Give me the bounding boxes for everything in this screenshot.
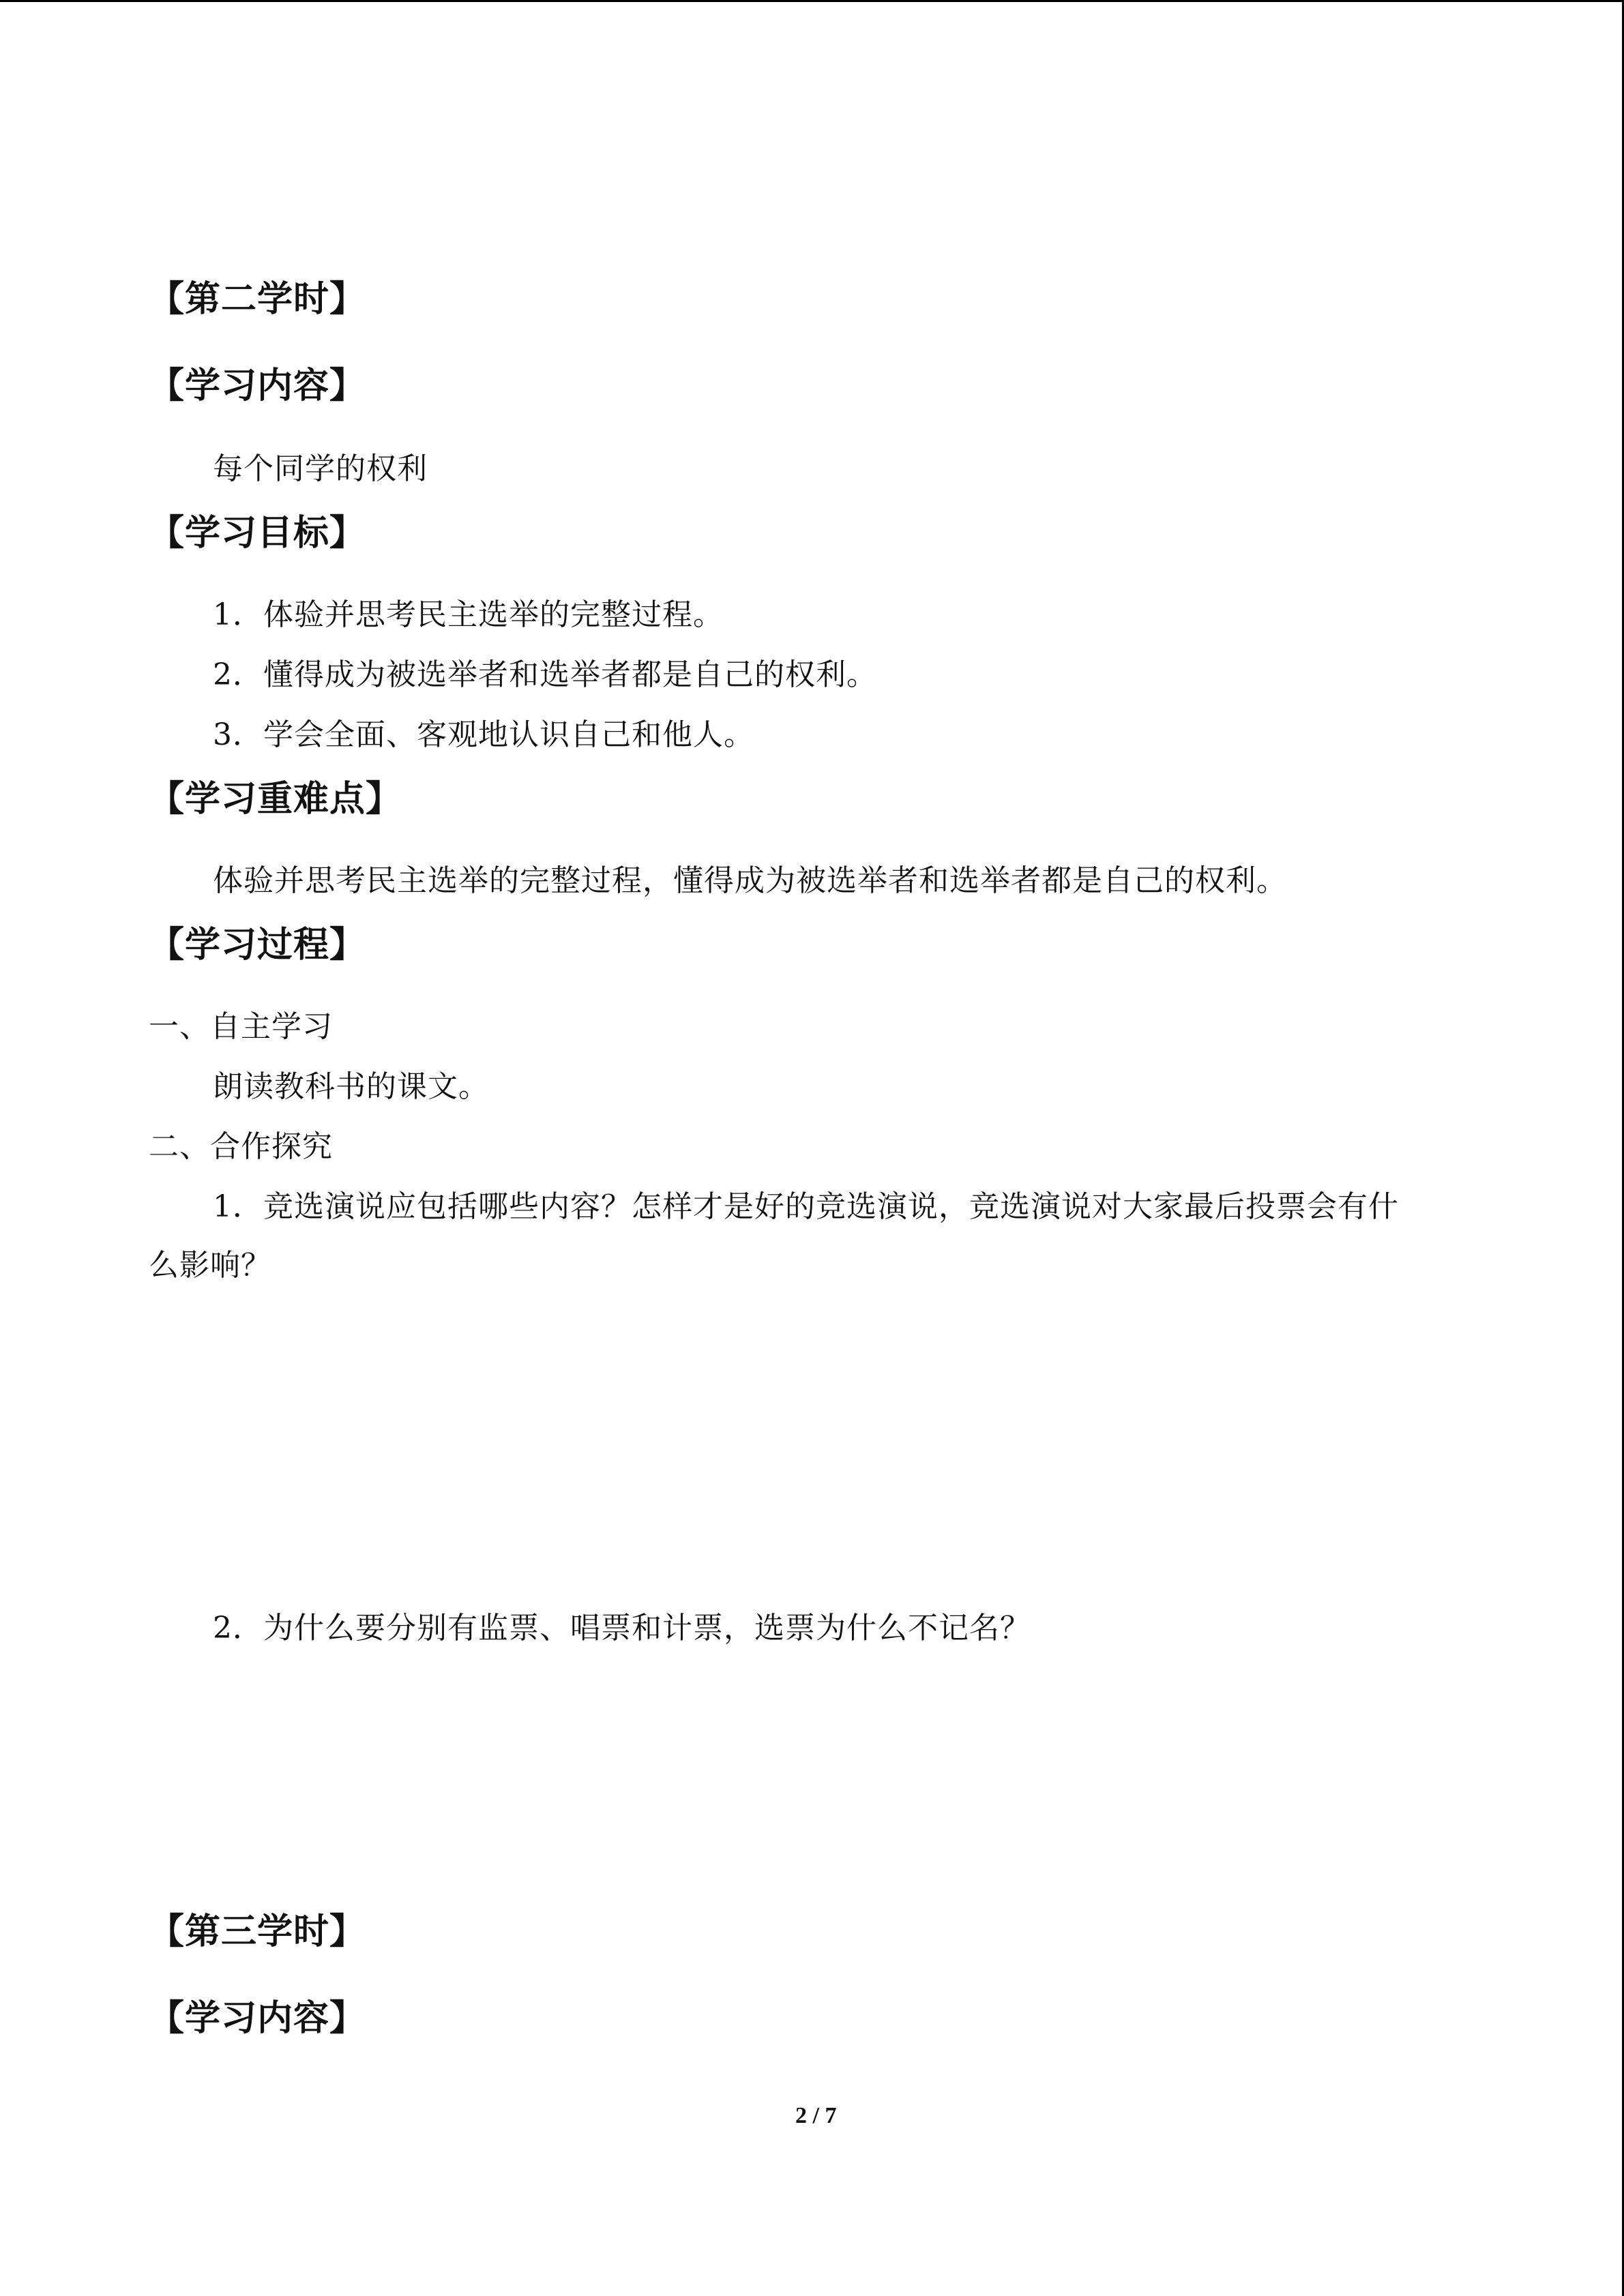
question-1-line-1: 1．竞选演说应包括哪些内容？怎样才是好的竞选演说，竞选演说对大家最后投票会有什 bbox=[213, 1189, 1399, 1224]
page-border-top bbox=[0, 0, 1624, 2]
goal-item-3: 3．学会全面、客观地认识自己和他人。 bbox=[213, 717, 754, 752]
process-heading: 【学习过程】 bbox=[149, 925, 366, 966]
keypoints-text: 体验并思考民主选举的完整过程，懂得成为被选举者和选举者都是自己的权利。 bbox=[213, 863, 1287, 898]
content-heading: 【学习内容】 bbox=[149, 366, 366, 406]
question-1-line-2: 么影响？ bbox=[149, 1248, 271, 1283]
part2-title: 二、合作探究 bbox=[149, 1129, 333, 1164]
goal-item-1: 1．体验并思考民主选举的完整过程。 bbox=[213, 597, 724, 632]
session3-content-heading: 【学习内容】 bbox=[149, 1998, 366, 2039]
part1-title: 一、自主学习 bbox=[149, 1009, 333, 1044]
goals-heading: 【学习目标】 bbox=[149, 513, 366, 554]
session3-title: 【第三学时】 bbox=[149, 1911, 366, 1952]
goal-item-2: 2．懂得成为被选举者和选举者都是自己的权利。 bbox=[213, 657, 877, 692]
part1-text: 朗读教科书的课文。 bbox=[213, 1069, 489, 1104]
keypoints-heading: 【学习重难点】 bbox=[149, 779, 402, 820]
content-text: 每个同学的权利 bbox=[213, 451, 428, 486]
page-number: 2 / 7 bbox=[795, 2103, 837, 2128]
question-2: 2．为什么要分别有监票、唱票和计票，选票为什么不记名？ bbox=[213, 1611, 1031, 1645]
session2-title: 【第二学时】 bbox=[149, 279, 366, 320]
